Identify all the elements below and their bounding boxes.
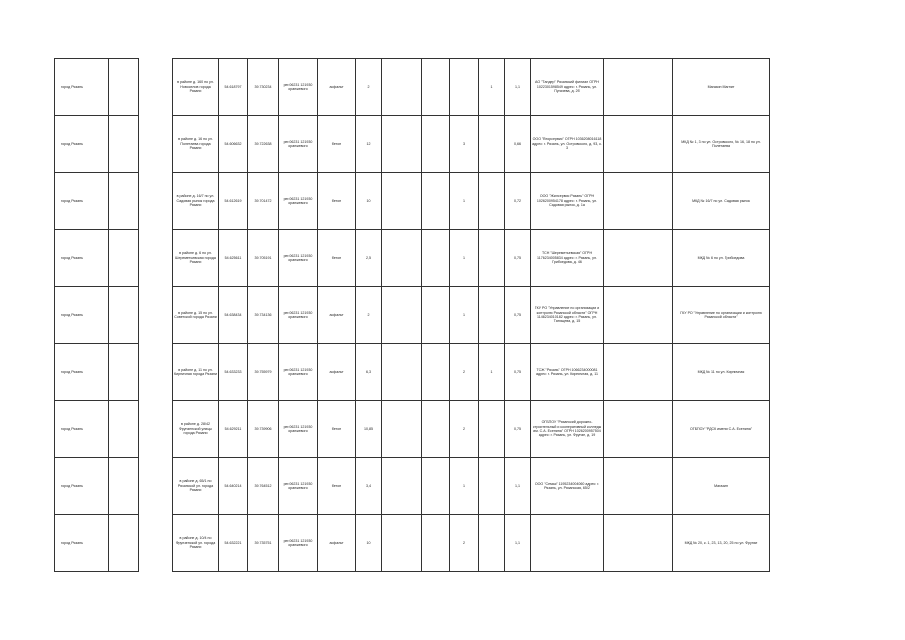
cell-lon: 39.705191 — [248, 230, 279, 287]
column-gap — [139, 458, 173, 515]
cell-owner: ГКУ РО "Управление по организации и контролю Рязанской области" ОГРН 1146234010182 адрес: г. Рязань, ул. Татищева, д. 15 — [531, 287, 604, 344]
cell-c2 — [422, 173, 450, 230]
column-gap — [139, 515, 173, 572]
cell-type: асфальт — [318, 287, 356, 344]
cell-c2 — [422, 116, 450, 173]
cell-vol: 1,1 — [505, 515, 531, 572]
cell-c2 — [422, 515, 450, 572]
cell-c1 — [382, 515, 422, 572]
cell-lon: 39.739906 — [248, 401, 279, 458]
cell-lon: 39.734136 — [248, 287, 279, 344]
cell-blank — [109, 173, 139, 230]
cell-blank — [109, 287, 139, 344]
cell-type: асфальт — [318, 515, 356, 572]
cell-blank — [109, 230, 139, 287]
table-row — [55, 458, 770, 515]
cell-owner: ООО "Вторсервис" ОГРН 1036208016118 адрес: г. Рязань, ул. Островского, д. 93, к. 3 — [531, 116, 604, 173]
cell-blank2 — [604, 287, 673, 344]
cell-area: 6,3 — [356, 344, 382, 401]
cell-lon: 39.735751 — [248, 515, 279, 572]
cell-c3: 1 — [450, 458, 479, 515]
cell-blank2 — [604, 59, 673, 116]
cell-c2 — [422, 59, 450, 116]
cell-city: город Рязань — [55, 173, 109, 230]
cell-location: в районе д. 10/4 по Фрунзенской ул. города Рязани — [173, 515, 219, 572]
cell-location: в районе д. 6 по ул. Шереметьевская города Рязани — [173, 230, 219, 287]
cell-c4 — [479, 287, 505, 344]
cell-city: город Рязань — [55, 230, 109, 287]
cell-lat: 54.632221 — [219, 515, 248, 572]
cell-blank2 — [604, 401, 673, 458]
cell-type: бетон — [318, 230, 356, 287]
table-row — [55, 344, 770, 401]
table-row — [55, 230, 770, 287]
cell-blank — [109, 344, 139, 401]
cell-c4: 1 — [479, 59, 505, 116]
cell-c4 — [479, 458, 505, 515]
cell-lon: 39.701472 — [248, 173, 279, 230]
cell-source: МКД № 1, 3 по ул. Островского, № 16, 18 по ул. Полетаева — [673, 116, 770, 173]
cell-area: 2 — [356, 287, 382, 344]
cell-owner: АО "Тандер" Рязанский филиал ОГРН 1022301598549 адрес: г. Рязань, ул. Пугачева, д. 2б — [531, 59, 604, 116]
cell-reg: рег.06231 121930 оранжевого — [279, 230, 318, 287]
cell-type: асфальт — [318, 344, 356, 401]
cell-vol: 1,1 — [505, 458, 531, 515]
cell-blank — [109, 515, 139, 572]
cell-lon: 39.730234 — [248, 59, 279, 116]
cell-c3 — [450, 59, 479, 116]
cell-lat: 54.606632 — [219, 116, 248, 173]
cell-blank — [109, 59, 139, 116]
cell-owner: ООО "Жилсервис Рязань" ОГРН 1026200954178 адрес: г. Рязань, ул. Садовая рынок, д. 1а — [531, 173, 604, 230]
cell-location: в районе д. 11 по ул. Кирпичная города Рязани — [173, 344, 219, 401]
cell-c3: 3 — [450, 116, 479, 173]
cell-city: город Рязань — [55, 287, 109, 344]
cell-lat: 54.625611 — [219, 230, 248, 287]
cell-c3: 1 — [450, 287, 479, 344]
cell-c1 — [382, 173, 422, 230]
cell-c4 — [479, 230, 505, 287]
cell-c4 — [479, 116, 505, 173]
cell-lat: 54.618797 — [219, 59, 248, 116]
column-gap — [139, 116, 173, 173]
cell-source: ОГБПОУ "РДСК имени С.А. Есенина" — [673, 401, 770, 458]
column-gap — [139, 401, 173, 458]
cell-source: МКД № 16/7 по ул. Садовая рынок — [673, 173, 770, 230]
column-gap — [139, 344, 173, 401]
cell-type: бетон — [318, 458, 356, 515]
cell-c2 — [422, 458, 450, 515]
table-row — [55, 59, 770, 116]
cell-vol: 0,66 — [505, 116, 531, 173]
cell-location: в районе д. 28/42 Фрунзенской улицы города Рязани — [173, 401, 219, 458]
cell-c4 — [479, 401, 505, 458]
cell-owner: ОГБПОУ "Рязанский дорожно-строительный и кооперативный колледж им. С.А. Есенина" ОГРН 1026200957504 адрес: г. Рязань, ул. Фрунзе, д. 19 — [531, 401, 604, 458]
cell-location: в районе д. 16 по ул. Полетаева города Рязани — [173, 116, 219, 173]
cell-city: город Рязань — [55, 59, 109, 116]
cell-c2 — [422, 287, 450, 344]
cell-owner — [531, 515, 604, 572]
cell-reg: рег.06231 121930 оранжевого — [279, 515, 318, 572]
cell-c3: 1 — [450, 173, 479, 230]
cell-c1 — [382, 287, 422, 344]
cell-city: город Рязань — [55, 515, 109, 572]
cell-c2 — [422, 230, 450, 287]
cell-vol: 0,75 — [505, 401, 531, 458]
cell-lat: 54.633233 — [219, 344, 248, 401]
cell-owner: ТСН "Шереметьевская" ОГРН 1176234005834 адрес: г. Рязань, ул. Грибоедова, д. 46 — [531, 230, 604, 287]
cell-c4 — [479, 173, 505, 230]
cell-c1 — [382, 59, 422, 116]
cell-location: в районе д. 65/1 по Рязанской ул. города Рязани — [173, 458, 219, 515]
table-row — [55, 515, 770, 572]
cell-vol: 0,72 — [505, 173, 531, 230]
cell-city: город Рязань — [55, 401, 109, 458]
cell-vol: 0,75 — [505, 287, 531, 344]
cell-c4: 1 — [479, 344, 505, 401]
cell-blank2 — [604, 344, 673, 401]
cell-lat: 54.638434 — [219, 287, 248, 344]
table-row — [55, 287, 770, 344]
cell-c3: 2 — [450, 515, 479, 572]
table-row — [55, 401, 770, 458]
cell-blank2 — [604, 173, 673, 230]
cell-c1 — [382, 230, 422, 287]
cell-area: 10 — [356, 173, 382, 230]
cell-owner: ТСЖ "Рязань" ОГРН 1066234000081 адрес: г. Рязань, ул. Кирпичная, д. 11 — [531, 344, 604, 401]
cell-lat: 54.629211 — [219, 401, 248, 458]
registry-table — [54, 58, 770, 572]
cell-c2 — [422, 344, 450, 401]
cell-vol: 0,75 — [505, 344, 531, 401]
cell-c2 — [422, 401, 450, 458]
cell-blank2 — [604, 515, 673, 572]
cell-blank2 — [604, 230, 673, 287]
cell-c1 — [382, 344, 422, 401]
cell-blank — [109, 458, 139, 515]
column-gap — [139, 287, 173, 344]
cell-vol: 0,75 — [505, 230, 531, 287]
column-gap — [139, 230, 173, 287]
cell-c3: 2 — [450, 344, 479, 401]
cell-area: 3,4 — [356, 458, 382, 515]
cell-lat: 54.612619 — [219, 173, 248, 230]
cell-source: МКД № 20, к. 1, 23, 13, 20, 25 по ул. Фрунзе — [673, 515, 770, 572]
cell-location: в районе д. 16/7 по ул. Садовая рынок города Рязани — [173, 173, 219, 230]
cell-reg: рег.06231 121930 оранжевого — [279, 344, 318, 401]
cell-c1 — [382, 458, 422, 515]
cell-reg: рег.06231 121930 оранжевого — [279, 59, 318, 116]
cell-lat: 54.640214 — [219, 458, 248, 515]
cell-c3: 2 — [450, 401, 479, 458]
cell-location: в районе д. 160 по ул. Новоселов города Рязани — [173, 59, 219, 116]
column-gap — [139, 59, 173, 116]
cell-reg: рег.06231 121930 оранжевого — [279, 287, 318, 344]
cell-type: асфальт — [318, 59, 356, 116]
cell-type: бетон — [318, 116, 356, 173]
cell-c4 — [479, 515, 505, 572]
cell-c1 — [382, 116, 422, 173]
cell-blank2 — [604, 116, 673, 173]
cell-source: Магазин — [673, 458, 770, 515]
cell-area: 2 — [356, 59, 382, 116]
cell-reg: рег.06231 121930 оранжевого — [279, 116, 318, 173]
cell-blank2 — [604, 458, 673, 515]
cell-source: МКД № 11 по ул. Кирпичная — [673, 344, 770, 401]
cell-area: 10 — [356, 515, 382, 572]
table-row — [55, 116, 770, 173]
cell-vol: 1,1 — [505, 59, 531, 116]
cell-blank — [109, 401, 139, 458]
cell-source: Магазин Магнит — [673, 59, 770, 116]
cell-area: 12 — [356, 116, 382, 173]
cell-area: 2,5 — [356, 230, 382, 287]
cell-source: ГКУ РО "Управление по организации и контролю Рязанской области" — [673, 287, 770, 344]
cell-lon: 39.755979 — [248, 344, 279, 401]
cell-type: бетон — [318, 401, 356, 458]
cell-lon: 39.722638 — [248, 116, 279, 173]
cell-city: город Рязань — [55, 458, 109, 515]
cell-c3: 1 — [450, 230, 479, 287]
cell-source: МКД № 6 по ул. Грибоедова — [673, 230, 770, 287]
cell-city: город Рязань — [55, 344, 109, 401]
cell-reg: рег.06231 121930 оранжевого — [279, 458, 318, 515]
table-body — [55, 59, 770, 572]
column-gap — [139, 173, 173, 230]
cell-owner: ООО "Семья" 1195234004060 адрес: г. Рязань, ул. Рязанская, 65/2 — [531, 458, 604, 515]
cell-lon: 39.764512 — [248, 458, 279, 515]
cell-type: бетон — [318, 173, 356, 230]
cell-location: в районе д. 15 по ул. Советской города Рязани — [173, 287, 219, 344]
cell-reg: рег.06231 121930 оранжевого — [279, 173, 318, 230]
cell-reg: рег.06231 121930 оранжевого — [279, 401, 318, 458]
cell-blank — [109, 116, 139, 173]
table-row — [55, 173, 770, 230]
cell-c1 — [382, 401, 422, 458]
cell-city: город Рязань — [55, 116, 109, 173]
cell-area: 10,85 — [356, 401, 382, 458]
